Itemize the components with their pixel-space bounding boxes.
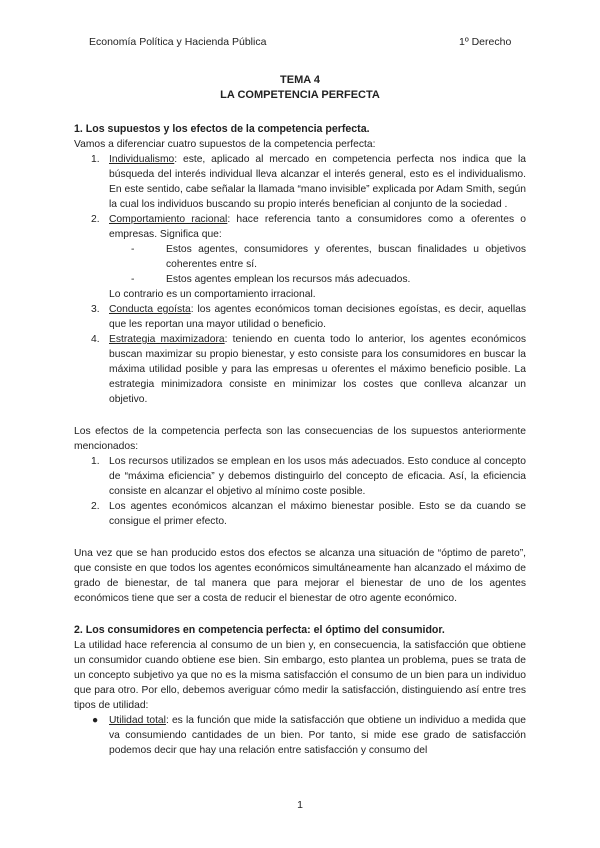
assumptions-list-cont [74,302,526,407]
list-item: - Estos agentes, consumidores y oferentes, buscan finalidades u objetivos coherentes entre sí. [131,244,526,270]
topic-number: TEMA 4 [280,74,320,86]
list-item: ● Utilidad total: es la función que mide la satisfacción que obtiene un individuo a medida que va consumiendo cantidades de un bien. Por tanto, si mide ese grado de satisfacción podemos decir que hay una relación entre satisfacción y consumo del [92,715,526,756]
page-number: 1 [297,799,303,811]
list-item: 4. Estrategia maximizadora: teniendo en cuenta todo lo anterior, los agentes económicos buscan maximizar su propio bienestar, y esto consiste para los consumidores en buscar la máxima utilidad posible y para las empresas u oferentes el máximo beneficio posible. La estrategia minimizadora consiste en minimizar los costes que conlleva alcanzar un objetivo. [91,334,527,405]
topic-title: LA COMPETENCIA PERFECTA [220,89,380,101]
header-grade: 1º Derecho [459,36,512,48]
list-item: 2. Comportamiento racional: hace referencia tanto a consumidores como a oferentes o empresas. Significa que: [91,214,526,240]
list-item: 3. Conducta egoísta: los agentes económicos toman decisiones egoístas, es decir, aquellas que les reportan una mayor utilidad o beneficio. [91,304,526,330]
pareto-paragraph: Una vez que se han producido estos dos efectos se alcanza una situación de “óptimo de pareto”, que consiste en que todos los agentes económicos simultáneamente han alcanzado el máximo de grado de bienestar, de tal manera que para mejorar el bienestar de uno de los agentes económicos tiene que ser a costa de reducir el bienestar de otro agente económico. [74,548,526,604]
term-individualismo: Individualismo [109,154,175,165]
section1-intro: Vamos a diferenciar cuatro supuestos de la competencia perfecta: [74,139,376,150]
utility-types-list [74,713,526,758]
list-item: 1. Los recursos utilizados se emplean en los usos más adecuados. Esto conduce al concepto de “máxima eficiencia” y debemos distinguirlo del concepto de eficacia. Así, la eficiencia consiste en alcanzar el objetivo al mínimo coste posible. [91,456,526,497]
header-course: Economía Política y Hacienda Pública [89,36,267,48]
rational-sublist [74,242,526,287]
section1-heading: 1. Los supuestos y los efectos de la competencia perfecta. [74,123,370,135]
section2-heading: 2. Los consumidores en competencia perfecta: el óptimo del consumidor. [74,624,445,636]
document-body [74,122,526,758]
irrational-note: Lo contrario es un comportamiento irracional. [109,289,316,300]
list-item: - Estos agentes emplean los recursos más adecuados. [131,274,411,285]
list-item: 1. Individualismo: este, aplicado al mercado en competencia perfecta nos indica que la búsqueda del interés individual lleva alcanzar el interés general, esto es el individualismo. En este sentido, cabe señalar la llamada “mano invisible” explicada por Adam Smith, según la cual los individuos buscando su propio interés benefician al conjunto de la sociedad . [91,154,526,210]
effects-intro: Los efectos de la competencia perfecta son las consecuencias de los supuestos anteriormente mencionados: [74,426,526,452]
list-item: 2. Los agentes económicos alcanzan el máximo bienestar posible. Esto se da cuando se consigue el primer efecto. [91,501,526,527]
term-estrategia-maximizadora: Estrategia maximizadora [109,334,225,345]
term-conducta-egoista: Conducta egoísta [109,304,191,315]
section2-intro: La utilidad hace referencia al consumo de un bien y, en consecuencia, la satisfacción que obtiene un consumidor cuando obtiene ese bien. Sin embargo, esto plantea un problema, pues se trata de un concepto subjetivo ya que no es la misma satisfacción el consumo de un bien para un individuo que para otro. Por ello, debemos averiguar cómo medir la satisfacción, distinguiendo así entre tres tipos de utilidad: [74,640,526,711]
assumptions-list [74,152,526,242]
term-comportamiento-racional: Comportamiento racional [109,214,228,225]
effects-list [74,454,526,529]
bullet-icon: ● [92,715,99,726]
term-utilidad-total: Utilidad total [109,715,166,726]
